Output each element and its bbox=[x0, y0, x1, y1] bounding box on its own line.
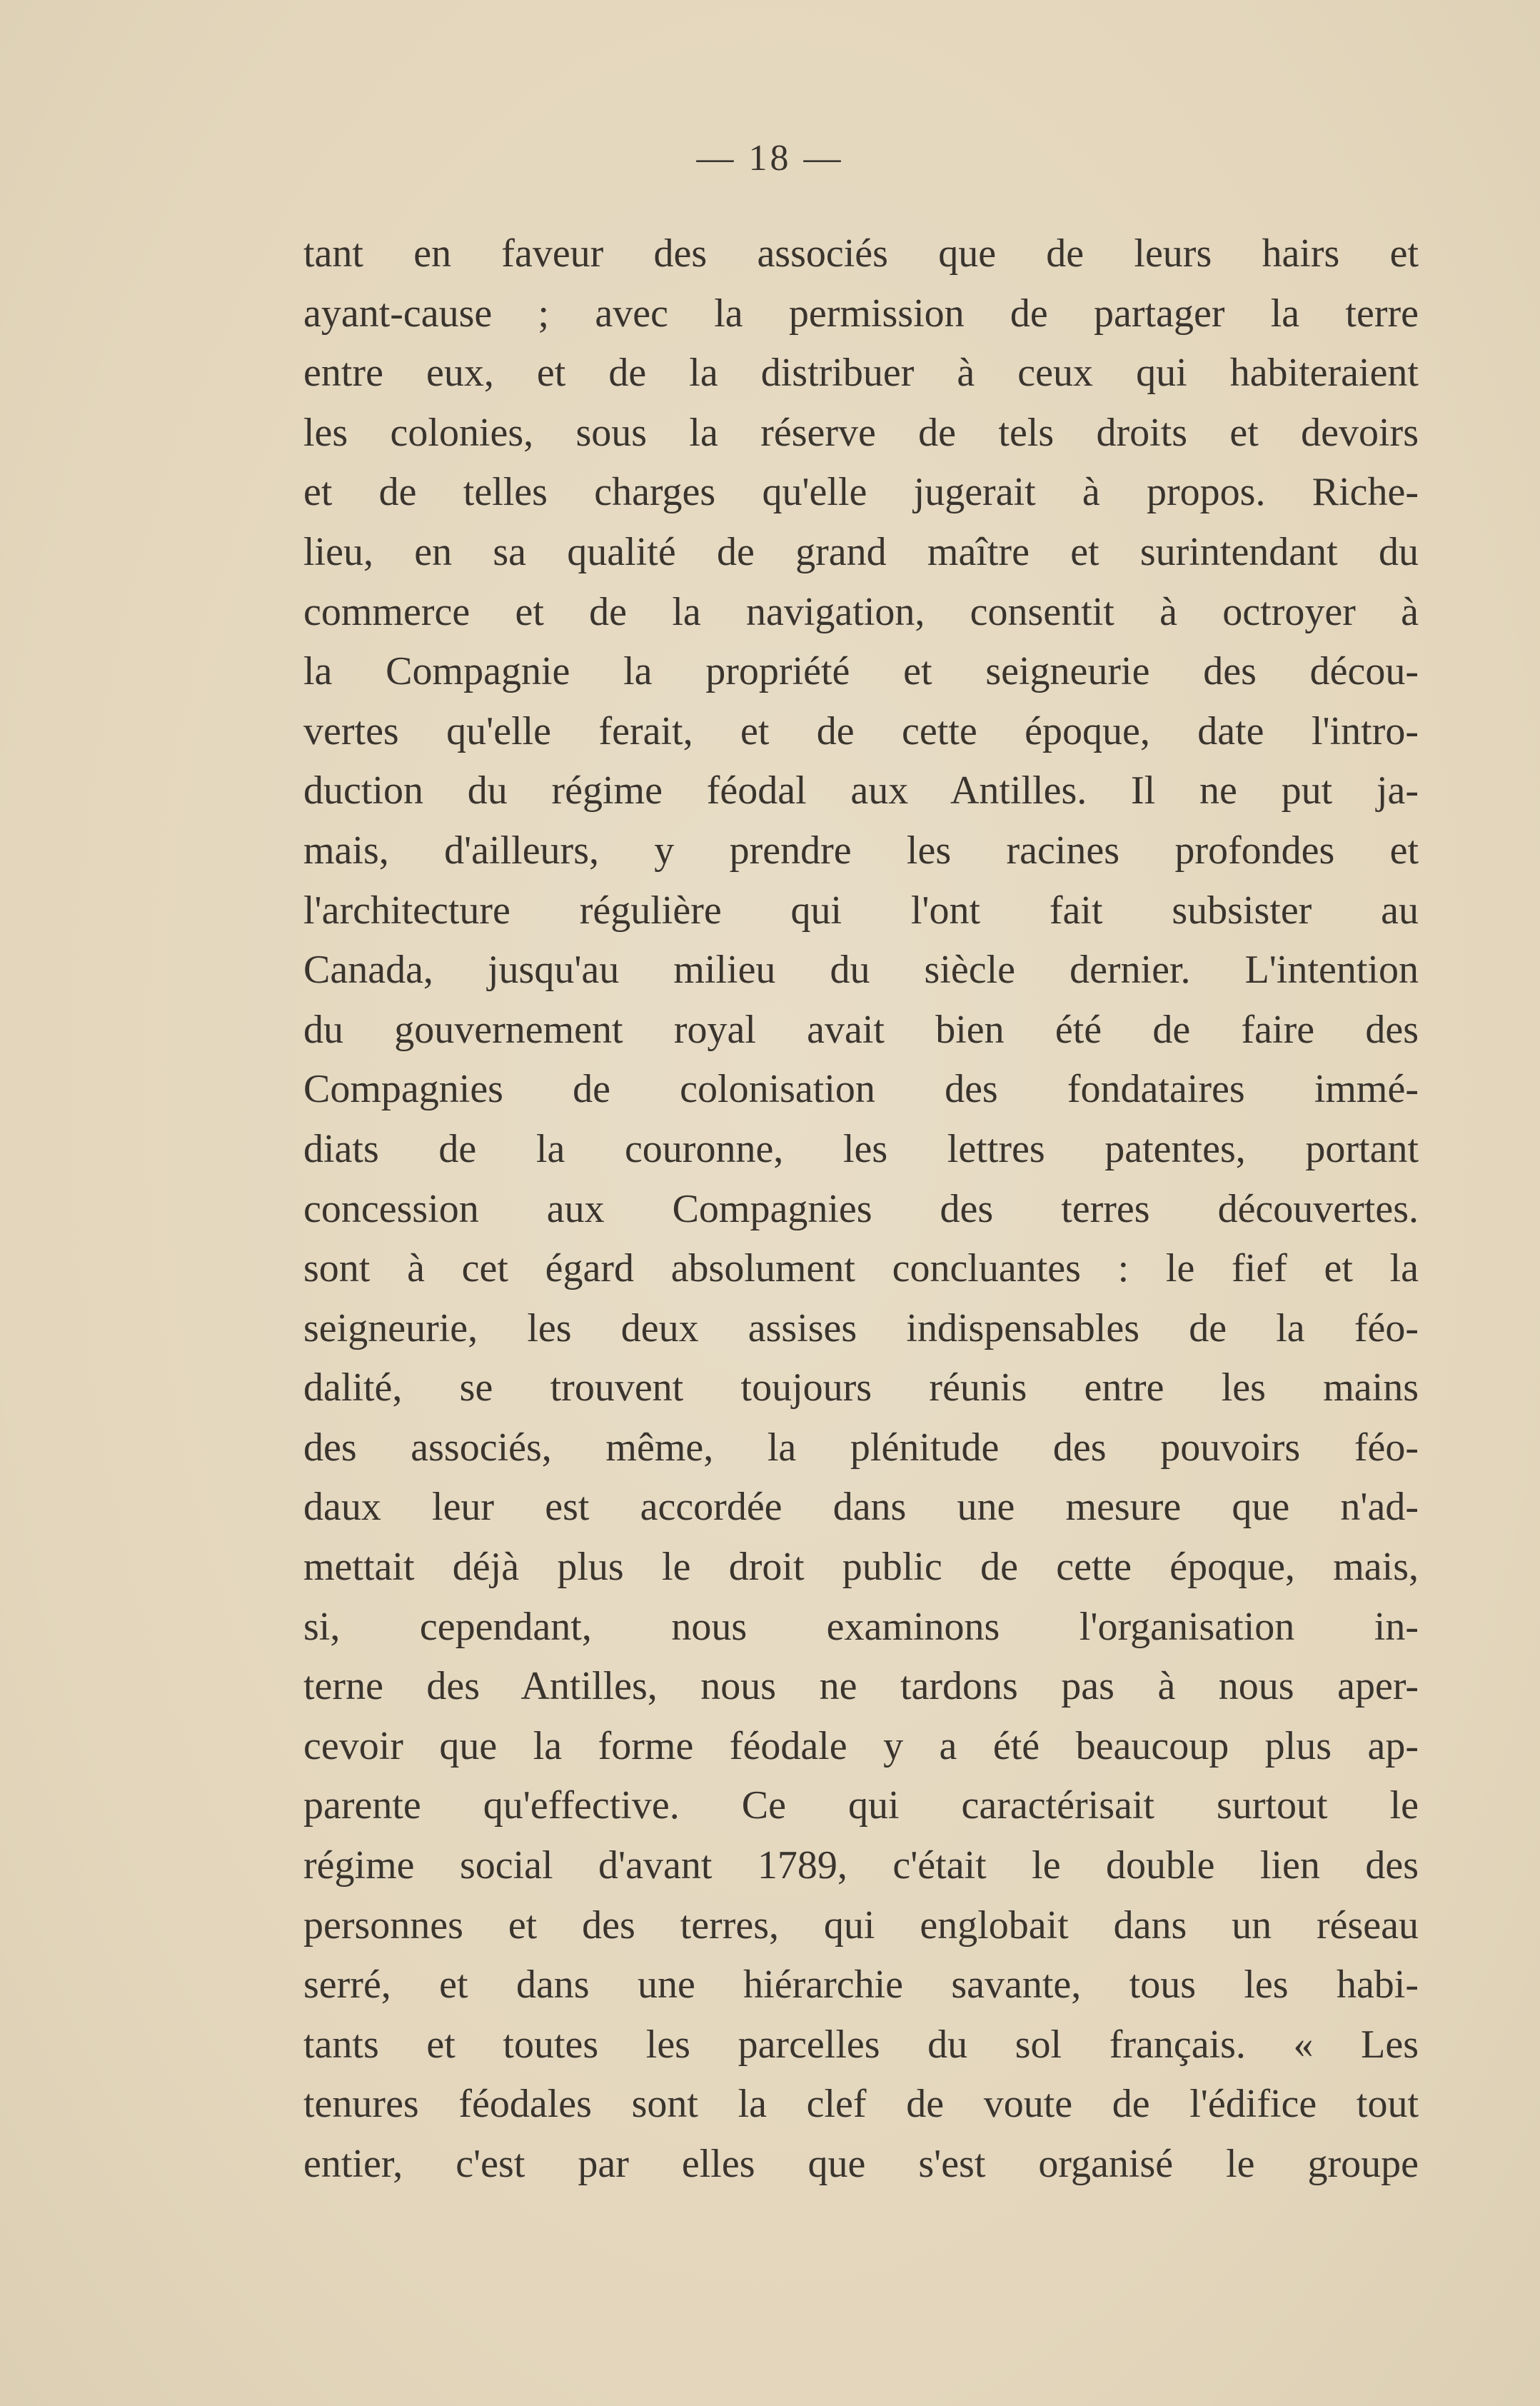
text-line: tant en faveur des associés que de leurs hairs et bbox=[303, 231, 1419, 276]
text-line: ayant-cause ; avec la permission de partager la terre bbox=[303, 291, 1419, 336]
text-line: lieu, en sa qualité de grand maître et surintendant du bbox=[303, 529, 1419, 574]
page-body-text bbox=[303, 224, 1419, 2195]
text-line: entre eux, et de la distribuer à ceux qui habiteraient bbox=[303, 351, 1419, 396]
text-line: Canada, jusqu'au milieu du siècle dernier. L'intention bbox=[303, 948, 1419, 993]
text-line: dalité, se trouvent toujours réunis entre les mains bbox=[303, 1365, 1419, 1410]
text-line: cevoir que la forme féodale y a été beaucoup plus ap- bbox=[303, 1723, 1419, 1768]
page-number: — 18 — bbox=[696, 138, 844, 179]
text-line: régime social d'avant 1789, c'était le double lien des bbox=[303, 1843, 1419, 1888]
text-line: sont à cet égard absolument concluantes : le fief et la bbox=[303, 1246, 1419, 1291]
text-line: si, cependant, nous examinons l'organisation in- bbox=[303, 1604, 1419, 1649]
text-line: mettait déjà plus le droit public de cette époque, mais, bbox=[303, 1545, 1419, 1590]
text-line: duction du régime féodal aux Antilles. Il ne put ja- bbox=[303, 768, 1419, 813]
text-line: terne des Antilles, nous ne tardons pas à nous aper- bbox=[303, 1664, 1419, 1709]
text-line: parente qu'effective. Ce qui caractérisait surtout le bbox=[303, 1783, 1419, 1828]
text-line: tenures féodales sont la clef de voute de l'édifice tout bbox=[303, 2082, 1419, 2127]
text-line: diats de la couronne, les lettres patentes, portant bbox=[303, 1126, 1419, 1171]
text-line: du gouvernement royal avait bien été de faire des bbox=[303, 1007, 1419, 1052]
text-line: tants et toutes les parcelles du sol français. « Les bbox=[303, 2022, 1419, 2067]
text-line: mais, d'ailleurs, y prendre les racines profondes et bbox=[303, 828, 1419, 873]
text-line: la Compagnie la propriété et seigneurie des décou- bbox=[303, 649, 1419, 694]
text-line: commerce et de la navigation, consentit à octroyer à bbox=[303, 589, 1419, 634]
text-line: concession aux Compagnies des terres découvertes. bbox=[303, 1186, 1419, 1231]
text-line: entier, c'est par elles que s'est organisé le groupe bbox=[303, 2142, 1419, 2186]
text-line: les colonies, sous la réserve de tels droits et devoirs bbox=[303, 410, 1419, 455]
text-line: Compagnies de colonisation des fondataires immé- bbox=[303, 1067, 1419, 1112]
text-line: daux leur est accordée dans une mesure que n'ad- bbox=[303, 1485, 1419, 1530]
text-line: serré, et dans une hiérarchie savante, tous les habi- bbox=[303, 1963, 1419, 2007]
text-line: des associés, même, la plénitude des pouvoirs féo- bbox=[303, 1425, 1419, 1470]
text-line: et de telles charges qu'elle jugerait à propos. Riche- bbox=[303, 470, 1419, 515]
text-line: seigneurie, les deux assises indispensables de la féo- bbox=[303, 1305, 1419, 1350]
text-line: personnes et des terres, qui englobait dans un réseau bbox=[303, 1903, 1419, 1948]
text-line: l'architecture régulière qui l'ont fait subsister au bbox=[303, 888, 1419, 933]
text-line: vertes qu'elle ferait, et de cette époque, date l'intro- bbox=[303, 708, 1419, 753]
